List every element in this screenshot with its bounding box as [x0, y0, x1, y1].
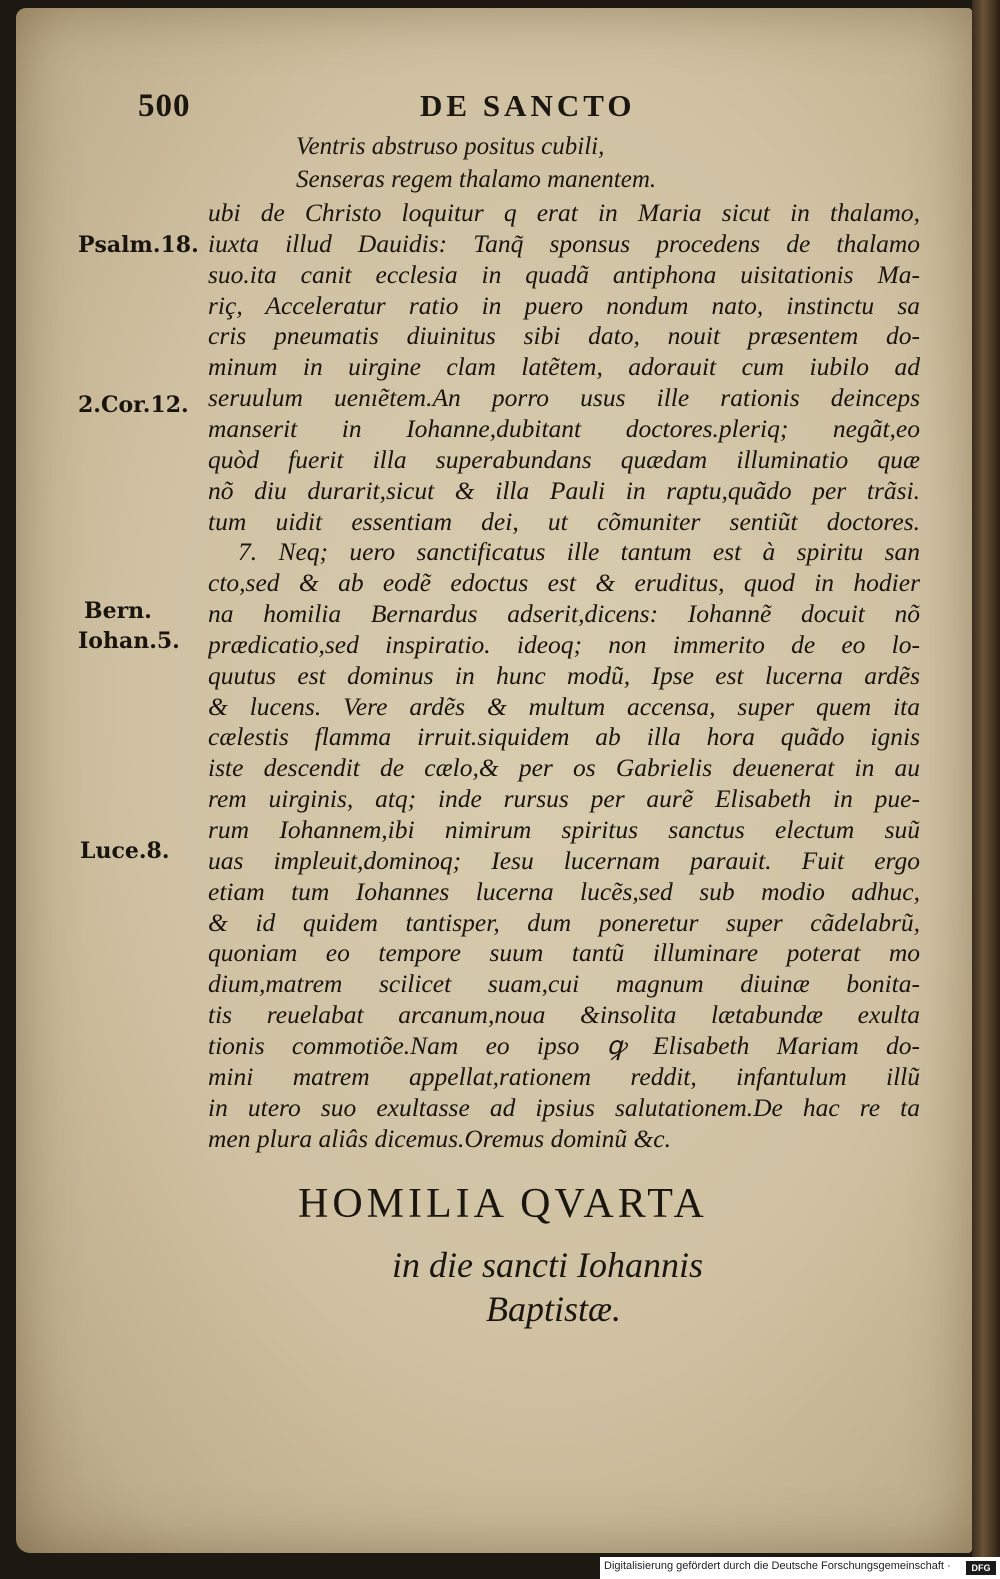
margin-note-corinthians: 2.Cor.12. — [78, 392, 189, 418]
homily-title: HOMILIA QVARTA — [298, 1181, 708, 1227]
homily-subtitle-2: Baptistæ. — [486, 1289, 622, 1329]
text-line: cælestis flamma irruit.siquidem ab illa hora quãdo ignis — [208, 722, 920, 752]
footer-bar — [600, 1557, 1000, 1579]
text-line: & lucens. Vere ardẽs & multum accensa, super quem ita — [208, 691, 920, 721]
text-line: na homilia Bernardus adserit,dicens: Iohannẽ docuit nõ — [208, 599, 920, 629]
text-line: tionis commotiõe.Nam eo ipso ꝙ Elisabeth Mariam do- — [208, 1030, 920, 1060]
page-header — [120, 88, 680, 128]
text-line: iste descendit de cælo,& per os Gabrielis deuenerat in au — [208, 753, 920, 783]
text-line: nõ diu durarit,sicut & illa Pauli in raptu,quãdo per trãsi. — [208, 475, 920, 505]
text-line: seruulum uenıẽtem.An porro usus ille rationis deinceps — [208, 383, 920, 413]
footer-credit: Digitalisierung gefördert durch die Deutsche Forschungsgemeinschaft · — [604, 1560, 951, 1572]
text-line: & id quidem tantisper, dum poneretur super cãdelabrũ, — [208, 907, 920, 937]
text-line: ubi de Christo loquitur q erat in Maria sicut in thalamo, — [208, 198, 920, 227]
text-line: suo.ita canit ecclesia in quadã antiphona uisitationis Ma- — [208, 259, 920, 289]
margin-note-luke: Luce.8. — [80, 838, 170, 864]
text-line: manserit in Iohanne,dubitant doctores.pleriq; negãt,eo — [208, 413, 920, 443]
text-line: minum in uirgine clam latẽtem, adorauit cum iubilo ad — [208, 352, 920, 382]
text-line: rum Iohannem,ibi nimirum spiritus sanctus electum suũ — [208, 815, 920, 844]
text-line: cto,sed & ab eodẽ edoctus est & eruditus, quod in hodier — [208, 568, 920, 598]
text-line: 7. Neq; uero sanctificatus ille tantum est à spiritu san — [238, 537, 920, 567]
text-line: tum uidit essentiam dei, ut cõmuniter sentiũt doctores. — [208, 506, 920, 536]
text-line: tis reuelabat arcanum,noua &insolita lætabundæ exulta — [208, 1000, 920, 1030]
margin-note-psalm: Psalm.18. — [78, 232, 199, 258]
text-line: mini matrem appellat,rationem reddit, infantulum illũ — [208, 1061, 920, 1091]
verse-line: Senseras regem thalamo manentem. — [296, 166, 657, 193]
text-line: men plura aliâs dicemus.Oremus dominũ &c. — [208, 1123, 671, 1153]
text-line: in utero suo exultasse ad ipsius salutationem.De hac re ta — [208, 1092, 920, 1122]
text-line: iuxta illud Dauidis: Tanq̃ sponsus procedens de thalamo — [208, 228, 920, 258]
page-number: 500 — [138, 88, 191, 124]
margin-note-bernard: Bern. — [84, 598, 152, 624]
text-line: quòd fuerit illa superabundans quædam illuminatio quæ — [208, 444, 920, 474]
text-line: rem uirginis, atq; inde rursus per aurẽ Elisabeth in pue- — [208, 784, 920, 814]
text-line: quutus est dominus in hunc modũ, Ipse est lucerna ardẽs — [208, 660, 920, 690]
page-edge — [972, 0, 1000, 1560]
running-head: DE SANCTO — [420, 88, 636, 123]
text-line: etiam tum Iohannes lucerna lucẽs,sed sub modio adhuc, — [208, 876, 920, 906]
text-line: cris pneumatis diuinitus sibi dato, nouit præsentem do- — [208, 321, 920, 351]
text-line: dium,matrem scilicet suam,cui magnum diuinæ bonita- — [208, 969, 920, 999]
text-line: quoniam eo tempore suum tantũ illuminare poterat mo — [208, 938, 920, 968]
homily-subtitle: in die sancti Iohannis — [392, 1245, 703, 1285]
text-line: prædicatio,sed inspiratio. ideoq; non immerito de eo lo- — [208, 629, 920, 659]
verse-line: Ventris abstruso positus cubili, — [296, 133, 605, 160]
margin-note-john: Iohan.5. — [78, 628, 180, 654]
text-line: uas impleuit,dominoq; Iesu lucernam parauit. Fuit ergo — [208, 845, 920, 875]
text-line: riç, Acceleratur ratio in puero nondum nato, instinctu sa — [208, 290, 920, 320]
dfg-logo: DFG — [966, 1561, 996, 1575]
